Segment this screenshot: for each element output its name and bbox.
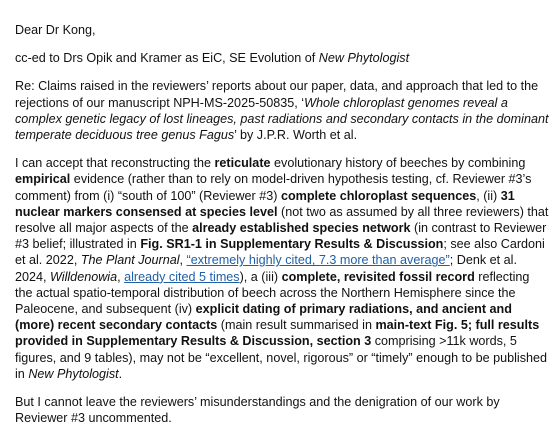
body-bold: main-text Fig. 5; full results provided in Supplementary Results & Discussion, section 3 (15, 318, 540, 349)
body-text: (main result summarised in (217, 318, 376, 333)
body-text: (not two as assumed by all three reviewers) that resolve all major aspects of the (15, 204, 549, 236)
citation-link-cardoni[interactable]: “extremely highly cited, 7.3 more than average” (186, 253, 450, 268)
re-paragraph (15, 78, 549, 143)
journal-willdenowia: Willdenowia (50, 269, 118, 284)
body-text: ), a (iii) (239, 269, 282, 284)
re-prefix: Re: Claims raised in the reviewers’ reports about our paper, data, and approach that led to the rejections of our manuscript NPH-MS-2025-50835, (15, 79, 539, 110)
re-suffix: by J.P.R. Worth et al. (236, 128, 358, 143)
body-bold: complete, revisited fossil record (281, 269, 475, 284)
cc-journal: New Phytologist (318, 51, 410, 66)
body-bold: 31 nuclear markers consensed at species level (15, 188, 515, 219)
body-bold: already established species network (192, 221, 411, 236)
journal-plant-journal: The Plant Journal (80, 253, 180, 268)
body-text: (in contrast to Reviewer #3 belief; illustrated in (15, 221, 547, 252)
body-text: evolutionary history of beeches by combining (270, 156, 526, 171)
re-title-open: ‘ (301, 95, 305, 110)
cc-text: cc-ed to Drs Opik and Kramer as EiC, SE Evolution of (15, 51, 319, 66)
body-text: ; Denk et al. 2024, (15, 253, 517, 284)
closing-paragraph (15, 394, 549, 426)
body-bold: Fig. SR1-1 in Supplementary Results & Discussion (140, 237, 444, 252)
cc-line (15, 50, 549, 66)
body-text: evidence (rather than to rely on model-driven hypothesis testing, cf. Reviewer #3’s comment) from (i) “south of 100” (Reviewer #3) (15, 172, 532, 203)
body-text: . (118, 366, 123, 381)
body-paragraph (15, 155, 549, 382)
body-bold: explicit dating of primary radiations, and ancient and (more) recent secondary contacts (15, 302, 512, 333)
body-text: , (179, 253, 187, 268)
body-text: ; see also Cardoni et al. 2022, (15, 237, 545, 268)
closing-text: But I cannot leave the reviewers’ misunderstandings and the denigration of our work by Reviewer #3 uncommented. (15, 395, 500, 426)
journal-new-phytologist: New Phytologist (28, 366, 119, 381)
body-text: comprising >11k words, 5 figures, and 9 tables), may not be “excellent, novel, rigorous” or “timely” enough to be published in (15, 334, 548, 381)
body-text: , (ii) (476, 188, 501, 203)
greeting (15, 22, 549, 38)
re-title: Whole chloroplast genomes reveal a complex genetic legacy of lost lineages, past radiations and secondary contacts in the dominant temperate deciduous tree genus Fagus (15, 95, 549, 143)
body-text: reflecting the actual spatio-temporal distribution of beech across the Northern Hemisphere since the Paleocene, and subsequent (iv) (15, 269, 530, 317)
greeting-text: Dear Dr Kong, (15, 23, 96, 37)
body-bold: reticulate (214, 156, 271, 171)
body-text: , (117, 269, 125, 284)
body-bold: empirical (15, 172, 71, 187)
citation-link-denk[interactable]: already cited 5 times (124, 269, 240, 284)
body-bold: complete chloroplast sequences (280, 188, 477, 203)
re-title-close: ’ (234, 128, 237, 143)
body-text: I can accept that reconstructing the (15, 156, 215, 171)
